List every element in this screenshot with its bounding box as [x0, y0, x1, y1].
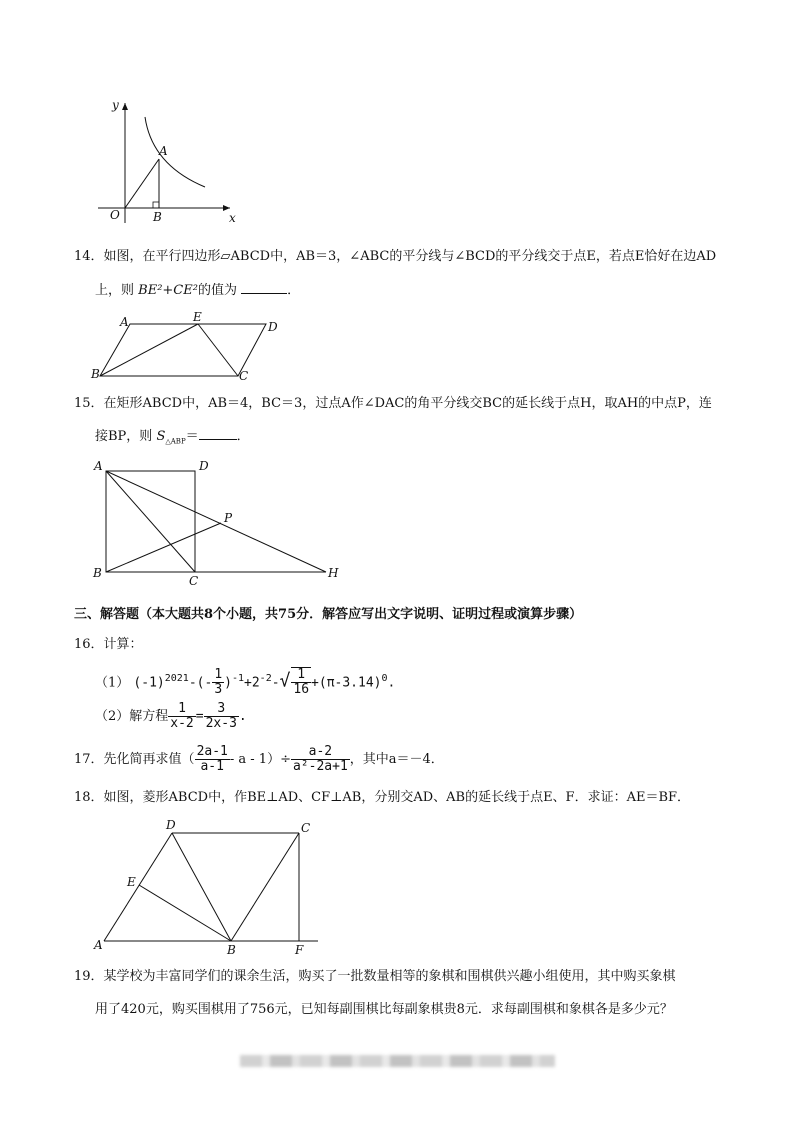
question-text: 用了420元，购买围棋用了756元，已知每副围棋比每副象棋贵8元．求每副围棋和象棋各是多少元？ — [95, 1002, 673, 1017]
question-text: 接BP，则 — [95, 429, 153, 444]
question-text: ＝ — [185, 429, 199, 444]
fraction — [168, 702, 195, 731]
point-label-a: A — [120, 315, 129, 329]
part-label: （1） — [95, 675, 130, 691]
math-expression: BE²+CE² — [138, 283, 198, 298]
question-number: 16． — [74, 637, 104, 652]
math-exponent: -2 — [259, 673, 272, 684]
answer-blank[interactable] — [241, 281, 287, 294]
point-label-d: D — [268, 320, 278, 334]
question-text: 的值为 — [197, 283, 237, 298]
question-text: 某学校为丰富同学们的课余生活，购买了一批数量相等的象棋和围棋供兴趣小组使用，其中购买象棋 — [103, 969, 676, 984]
point-label-a: A — [159, 144, 168, 158]
question-text: 如图，在平行四边形▱ABCD中，AB＝3，∠ABC的平分线与∠BCD的平分线交于点E，若点E恰好在边AD — [103, 249, 717, 264]
question-text: ，其中a＝－4． — [349, 752, 444, 767]
fraction — [204, 702, 239, 731]
question-text: - a - 1）÷ — [229, 752, 291, 767]
math-term: +(π-3.14) — [311, 675, 382, 691]
point-label-c: C — [239, 369, 249, 383]
fraction-denominator: 16 — [293, 682, 310, 698]
fraction-numerator: a-2 — [291, 745, 350, 760]
sqrt-sign: √ — [279, 670, 291, 692]
question-text: 计算： — [103, 637, 143, 652]
question-number: 14． — [74, 249, 104, 264]
fraction-denominator: 2x-3 — [205, 716, 237, 731]
point-label-h: H — [328, 566, 339, 580]
fraction-numerator: 2a-1 — [196, 744, 228, 759]
fraction-numerator: 1 — [168, 702, 195, 717]
fraction-denominator: a-1 — [200, 759, 224, 774]
question-16-part2 — [95, 702, 247, 732]
fraction-numerator: 1 — [214, 667, 223, 683]
axis-label-x: x — [229, 211, 236, 225]
question-18 — [74, 789, 690, 807]
math-term: . — [238, 709, 247, 724]
fraction — [291, 745, 350, 774]
blurred-watermark — [240, 1055, 555, 1067]
math-exponent: 2021 — [164, 673, 189, 684]
answer-blank[interactable] — [199, 427, 237, 440]
math-term: . — [387, 675, 396, 691]
question-19-line1 — [74, 968, 676, 986]
point-label-c: C — [301, 821, 311, 835]
point-label-o: O — [110, 208, 120, 222]
fraction-numerator: 1 — [291, 668, 311, 683]
axis-label-y: y — [112, 98, 119, 112]
math-term: -(- — [188, 675, 213, 691]
point-label-e: E — [193, 310, 202, 324]
question-text: 在矩形ABCD中，AB＝4，BC＝3，过点A作∠DAC的角平分线交BC的延长线于点H，取AH的中点P，连 — [103, 396, 712, 411]
point-label-a: A — [94, 459, 103, 473]
point-label-p: P — [224, 511, 233, 525]
point-label-b: B — [153, 210, 162, 224]
point-label-d: D — [199, 459, 209, 473]
section-heading: 三、解答题（本大题共8个小题，共75分．解答应写出文字说明、证明过程或演算步骤） — [74, 607, 583, 622]
question-16-title — [74, 636, 143, 654]
math-exponent: 0 — [381, 673, 388, 684]
question-text: 先化简再求值（ — [103, 752, 195, 767]
question-text: 上，则 — [95, 283, 135, 298]
point-label-f: F — [295, 943, 304, 957]
question-15-line1 — [74, 395, 712, 413]
question-16-part1 — [95, 664, 396, 698]
question-17 — [74, 744, 444, 776]
math-exponent: -1 — [231, 673, 245, 684]
point-label-e: E — [127, 875, 136, 889]
fraction-denominator: a²-2a+1 — [292, 759, 348, 774]
math-term: ) — [224, 675, 232, 691]
question-text: 如图，菱形ABCD中，作BE⊥AD、CF⊥AB，分别交AD、AB的延长线于点E、F．求证：AE＝BF． — [103, 790, 691, 805]
figure-q13-graph — [90, 95, 250, 230]
question-14-line2 — [95, 281, 300, 300]
fraction-denominator: x-2 — [170, 716, 194, 731]
part-label: （2）解方程 — [95, 709, 169, 724]
point-label-a: A — [94, 938, 103, 952]
fraction — [195, 745, 230, 774]
point-label-d: D — [166, 818, 176, 832]
question-14-line1 — [74, 248, 716, 266]
math-term: - — [271, 675, 280, 691]
math-term: +2 — [244, 675, 260, 691]
math-subscript: △ABP — [165, 437, 186, 446]
math-symbol: S — [156, 429, 166, 444]
fraction-denominator: 3 — [214, 682, 223, 698]
question-text: ． — [236, 429, 250, 444]
question-19-line2 — [95, 1001, 673, 1019]
math-term: = — [195, 709, 204, 724]
point-label-b: B — [93, 566, 102, 580]
sqrt-radicand — [291, 667, 311, 698]
fraction-numerator: 3 — [204, 702, 239, 717]
point-label-b: B — [91, 367, 100, 381]
question-15-line2 — [95, 427, 250, 451]
fraction — [291, 668, 311, 697]
figure-q14-parallelogram — [88, 310, 288, 385]
point-label-c: C — [189, 574, 199, 588]
figure-q18-rhombus — [88, 815, 328, 960]
math-term: (-1) — [133, 675, 165, 691]
fraction — [212, 668, 224, 697]
figure-q15-rectangle — [88, 455, 348, 590]
question-text: ． — [287, 283, 301, 298]
question-number: 18． — [74, 790, 104, 805]
question-number: 19． — [74, 969, 104, 984]
point-label-b: B — [227, 943, 236, 957]
question-number: 17． — [74, 752, 104, 767]
question-number: 15． — [74, 396, 104, 411]
